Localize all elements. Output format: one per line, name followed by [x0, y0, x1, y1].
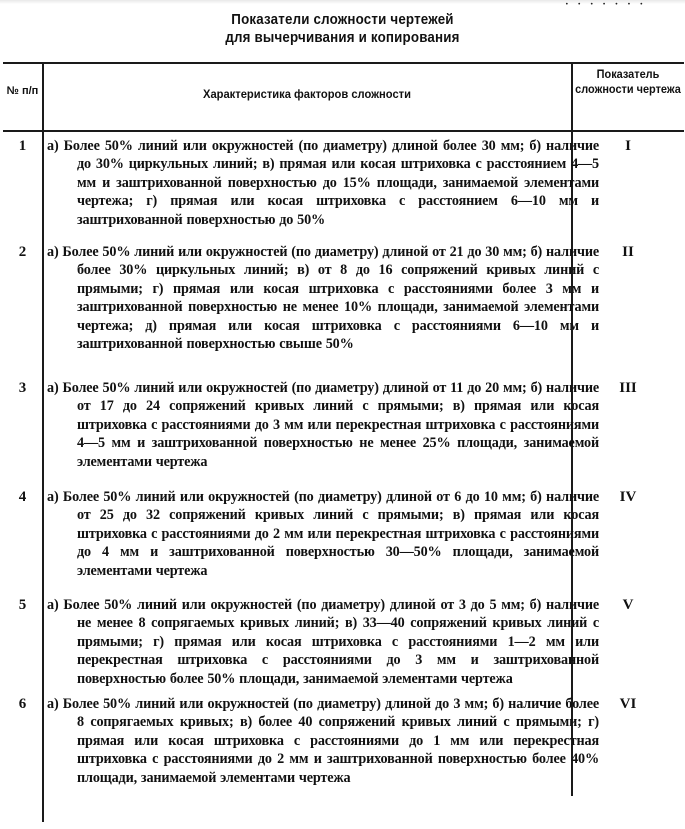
row-complexity-index: VI	[619, 696, 637, 712]
row-complexity-index: III	[619, 380, 637, 396]
row-number: 3	[18, 380, 27, 396]
document-title	[27, 11, 657, 47]
row-complexity-index: V	[622, 597, 634, 613]
row-complexity-index: IV	[619, 489, 637, 505]
row-number: 1	[18, 138, 27, 154]
column-divider-1	[42, 62, 44, 822]
row-number: 6	[18, 696, 27, 712]
table-top-rule	[3, 62, 684, 64]
title-line-1: Показатели сложности чертежей	[231, 12, 454, 28]
row-complexity-index: II	[622, 244, 634, 260]
row-characteristic: а) Более 50% линий или окружностей (по диаметру) длиной от 21 до 30 мм; б) наличие более 30% циркульных линий; в) от 8 до 16 сопряжений кривых линий с прямыми; г) прямая или косая штриховка с расстояниями более 3 мм и заштрихованной поверхностью не менее 10% площади, занимаемой элементами чертежа; д) прямая или косая штриховка с расстояниями 6—10 мм и заштрихованной поверхностью свыше 50%	[47, 244, 599, 353]
row-characteristic: а) Более 50% линий или окружностей (по диаметру) длиной от 11 до 20 мм; б) наличие от 17 до 24 сопряжений кривых линий с прямыми; в) прямая или косая штриховка с расстояниями до 3 мм или перекрестная штриховка с расстояниями 4—5 мм и заштрихованной поверхностью не менее 25% площади, занимаемой элементами чертежа	[47, 380, 599, 470]
row-characteristic: а) Более 50% линий или окружностей (по диаметру) длиной от 6 до 10 мм; б) наличие от 25 до 32 сопряжений кривых линий с прямыми; в) прямая или косая штриховка с расстояниями до 2 мм или перекрестная штриховка с расстояниями до 4 мм и заштрихованной поверхностью 30—50% площади, занимаемой элементами чертежа	[47, 489, 599, 579]
row-characteristic: а) Более 50% линий или окружностей (по диаметру) длиной более 30 мм; б) наличие до 30% циркульных линий; в) прямая или косая штриховка с расстоянием 4—5 мм и заштрихованной поверхностью до 15% площади, занимаемой элементами чертежа; г) прямая или косая штриховка с расстоянием 6—10 мм и заштрихованной поверхностью до 50%	[47, 138, 599, 228]
row-number: 4	[18, 489, 27, 505]
row-characteristic: а) Более 50% линий или окружностей (по диаметру) длиной до 3 мм; б) наличие более 8 сопрягаемых кривых; в) более 40 сопряжений кривых линий с прямыми; г) прямая или косая штриховка с расстояниями до 1 мм или перекрестная штриховка с расстояниями до 2 мм и заштрихованной поверхностью более 40% площади, занимаемой элементами чертежа	[47, 696, 599, 786]
row-number: 2	[18, 244, 27, 260]
row-complexity-index: I	[625, 138, 631, 154]
header-complexity-index: Показатель сложности чертежа	[575, 69, 681, 96]
header-number: № п/п	[6, 85, 39, 97]
header-characteristic: Характеристика факторов сложности	[202, 87, 412, 101]
page-corner-mark: · · · · · · ·	[565, 0, 647, 6]
title-line-2: для вычерчивания и копирования	[225, 30, 460, 46]
row-number: 5	[18, 597, 27, 613]
header-bottom-rule	[3, 130, 684, 132]
row-characteristic: а) Более 50% линий или окружностей (по диаметру) длиной от 3 до 5 мм; б) наличие не менее 8 сопрягаемых кривых линий; в) 33—40 сопряжений кривых линий с прямыми; г) прямая или косая штриховка с расстояниями 1—2 мм или перекрестная штриховка с расстояниями до 3 мм и заштрихованной поверхностью более 50% площади, занимаемой элементами чертежа	[47, 597, 599, 687]
